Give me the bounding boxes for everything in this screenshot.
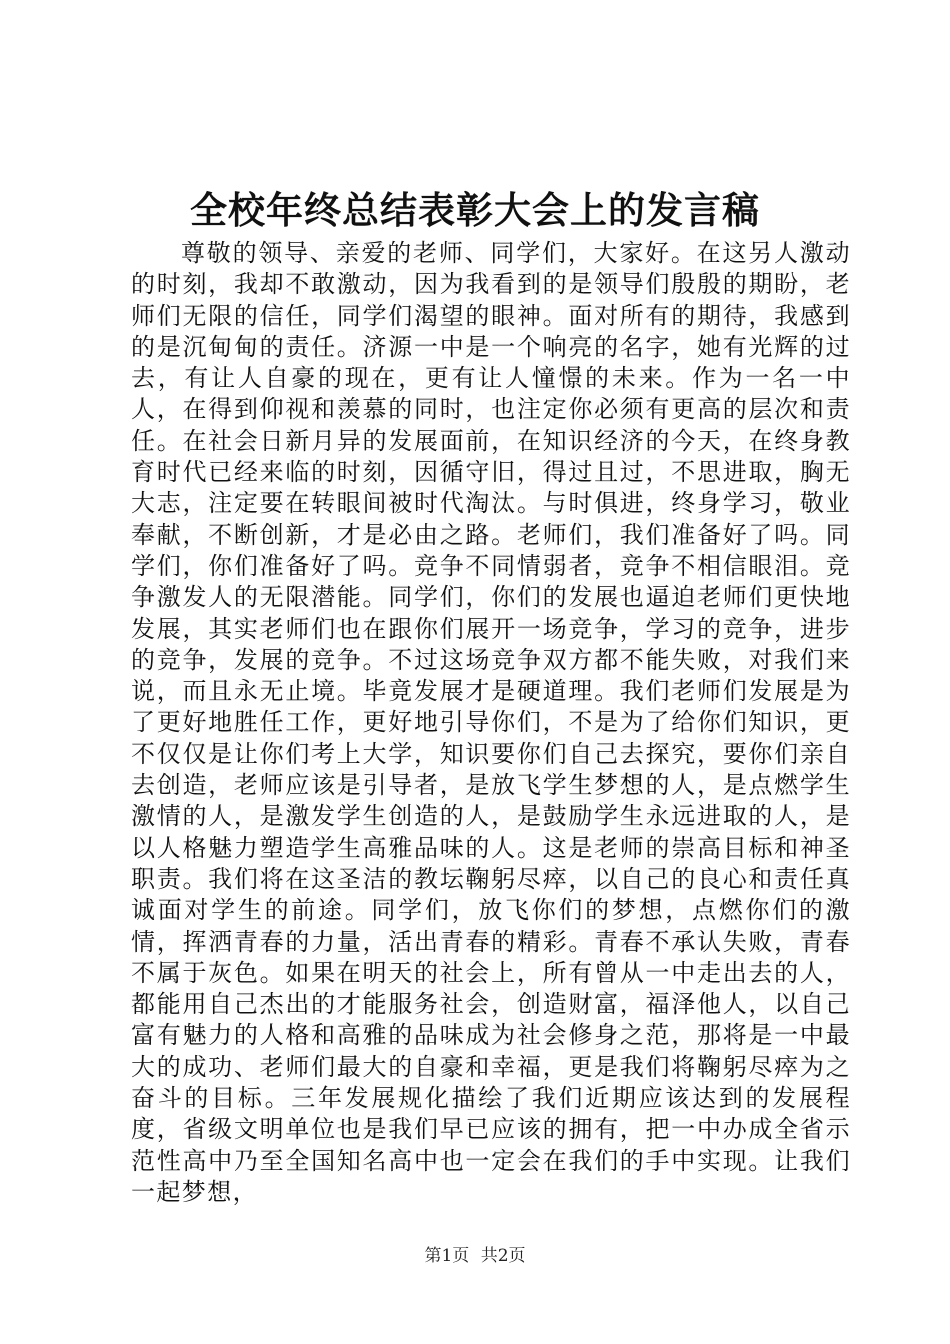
- page-footer: [0, 1244, 950, 1268]
- page-number-total: 共2页: [480, 1246, 526, 1266]
- page-number-current: 第1页: [424, 1246, 470, 1266]
- document-body-paragraph: 尊敬的领导、亲爱的老师、同学们，大家好。在这另人激动的时刻，我却不敢激动，因为我看到的是领导们殷殷的期盼，老师们无限的信任，同学们渴望的眼神。面对所有的期待，我感到的是沉甸甸的责任。济源一中是一个响亮的名字，她有光辉的过去，有让人自豪的现在，更有让人憧憬的未来。作为一名一中人，在得到仰视和羡慕的同时，也注定你必须有更高的层次和责任。在社会日新月异的发展面前，在知识经济的今天，在终身教育时代已经来临的时刻，因循守旧，得过且过，不思进取，胸无大志，注定要在转眼间被时代淘汰。与时俱进，终身学习，敬业奉献，不断创新，才是必由之路。老师们，我们准备好了吗。同学们，你们准备好了吗。竞争不同情弱者，竞争不相信眼泪。竞争激发人的无限潜能。同学们，你们的发展也逼迫老师们更快地发展，其实老师们也在跟你们展开一场竞争，学习的竞争，进步的竞争，发展的竞争。不过这场竞争双方都不能失败，对我们来说，而且永无止境。毕竟发展才是硬道理。我们老师们发展是为了更好地胜任工作，更好地引导你们，不是为了给你们知识，更不仅仅是让你们考上大学，知识要你们自己去探究，要你们亲自去创造，老师应该是引导者，是放飞学生梦想的人，是点燃学生激情的人，是激发学生创造的人，是鼓励学生永远进取的人，是以人格魅力塑造学生高雅品味的人。这是老师的崇高目标和神圣职责。我们将在这圣洁的教坛鞠躬尽瘁，以自己的良心和责任真诚面对学生的前途。同学们，放飞你们的梦想，点燃你们的激情，挥洒青春的力量，活出青春的精彩。青春不承认失败，青春不属于灰色。如果在明天的社会上，所有曾从一中走出去的人，都能用自己杰出的才能服务社会，创造财富，福泽他人，以自己富有魅力的人格和高雅的品味成为社会修身之范，那将是一中最大的成功、老师们最大的自豪和幸福，更是我们将鞠躬尽瘁为之奋斗的目标。三年发展规化描绘了我们近期应该达到的发展程度，省级文明单位也是我们早已应该的拥有，把一中办成全省示范性高中乃至全国知名高中也一定会在我们的手中实现。让我们一起梦想，: [131, 239, 851, 1206]
- document-title: 全校年终总结表彰大会上的发言稿: [190, 188, 760, 232]
